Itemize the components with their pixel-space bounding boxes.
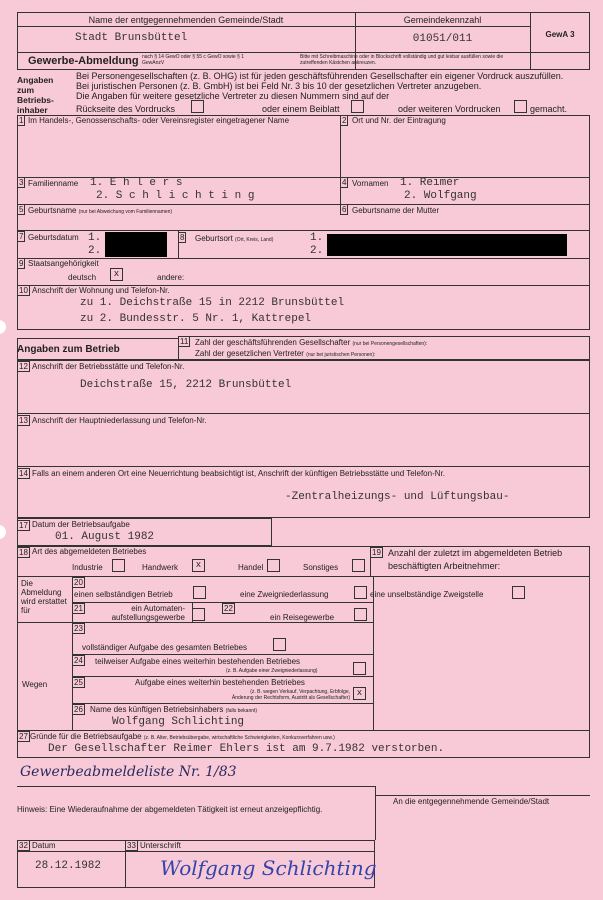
zweigstelle-label: eine unselbständige Zweigstelle bbox=[370, 590, 484, 599]
legal-note: nach § 14 GewO oder § 55 c GewO sowie § 1 GewAnzV bbox=[142, 54, 244, 66]
divider bbox=[17, 52, 590, 53]
zweigniederlassung-label: eine Zweigniederlassung bbox=[240, 590, 329, 599]
divider bbox=[17, 466, 590, 467]
field-5-label-row bbox=[28, 206, 172, 217]
teilweise-checkbox[interactable] bbox=[353, 662, 366, 675]
field-5-label: Geburtsname bbox=[28, 206, 77, 215]
kennzahl-label: Gemeindekennzahl bbox=[403, 15, 482, 25]
intro-line: Die Angaben für weitere gesetzliche Vertreter zu diesen Nummern sind auf der bbox=[76, 91, 390, 101]
field-26-label: Name des künftigen Betriebsinhabers bbox=[90, 705, 224, 714]
field-number: 17 bbox=[19, 521, 28, 530]
kuenftiger-inhaber-value[interactable]: Wolfgang Schlichting bbox=[112, 716, 245, 728]
vornamen-1[interactable]: 1. Reimer bbox=[400, 177, 460, 189]
deutsch-checkbox[interactable]: x bbox=[110, 268, 123, 281]
option-rueckseite-label: Rückseite des Vordrucks bbox=[76, 104, 176, 114]
industrie-checkbox[interactable] bbox=[112, 559, 125, 572]
field-19-label2: beschäftigten Arbeitnehmer: bbox=[388, 561, 501, 571]
signature: Wolfgang Schlichting bbox=[160, 856, 377, 880]
divider bbox=[17, 204, 590, 205]
field-27-label: Gründe für die Betriebsaufgabe bbox=[30, 732, 142, 741]
field-14-label: Falls an einem anderen Ort eine Neuerrichtung beabsichtigt ist, Anschrift der künftigen Betriebsstätte und Telefon-Nr. bbox=[32, 469, 445, 478]
form-title: Gewerbe-Abmeldung bbox=[28, 55, 139, 67]
field-number: 22 bbox=[224, 604, 233, 613]
field-number: 23 bbox=[74, 624, 83, 633]
geburtsort-2-prefix: 2. bbox=[310, 245, 324, 257]
field-19-label: Anzahl der zuletzt im abgemeldeten Betrieb bbox=[388, 548, 563, 558]
an-die-label: An die entgegennehmende Gemeinde/Stadt bbox=[393, 797, 550, 806]
field-27-label-row bbox=[30, 732, 335, 743]
wohnung-1[interactable]: zu 1. Deichstraße 15 in 2212 Brunsbüttel bbox=[80, 297, 345, 309]
aufgabe-checkbox[interactable]: x bbox=[353, 687, 366, 700]
teilweise-note: (z. B. Aufgabe einer Zweigniederlassung) bbox=[226, 668, 318, 674]
divider bbox=[375, 795, 590, 796]
field-26-label-row bbox=[90, 705, 257, 716]
betriebsaufgabe-datum[interactable]: 01. August 1982 bbox=[55, 531, 155, 543]
andere-label: andere: bbox=[157, 273, 185, 282]
field-1-label: Im Handels-, Genossenschafts- oder Vereinsregister eingetragener Name bbox=[28, 116, 290, 125]
field-number: 8 bbox=[180, 233, 185, 242]
field-number: 20 bbox=[74, 578, 83, 587]
field-27-note: (z. B. Alter, Betriebsübergabe, wirtschaftliche Schwierigkeiten, Konkursverfahren usw.) bbox=[143, 735, 335, 741]
field-10-label: Anschrift der Wohnung und Telefon-Nr. bbox=[32, 286, 170, 295]
field-number: 21 bbox=[74, 604, 83, 613]
field-number: 12 bbox=[19, 362, 28, 371]
reisegewerbe-label: ein Reisegewerbe bbox=[270, 613, 335, 622]
field-number: 1 bbox=[19, 116, 24, 125]
divider bbox=[17, 413, 590, 414]
handwerk-checkbox[interactable]: x bbox=[192, 559, 205, 572]
field-number: 7 bbox=[19, 232, 24, 241]
divider bbox=[17, 622, 373, 623]
redaction-block bbox=[327, 234, 567, 256]
field-number: 33 bbox=[127, 841, 136, 850]
vordrucke-checkbox[interactable] bbox=[514, 100, 527, 113]
punch-hole bbox=[0, 320, 6, 334]
kennzahl-value: 01051/011 bbox=[412, 33, 473, 45]
deutsch-label: deutsch bbox=[68, 273, 97, 282]
zweigstelle-checkbox[interactable] bbox=[512, 586, 525, 599]
punch-hole bbox=[0, 525, 6, 539]
vornamen-2[interactable]: 2. Wolfgang bbox=[404, 190, 477, 202]
field-6-label: Geburtsname der Mutter bbox=[352, 206, 440, 215]
field-number: 10 bbox=[19, 286, 28, 295]
field-8-label: Geburtsort bbox=[195, 234, 233, 243]
field-8-label-row bbox=[195, 234, 273, 245]
vollstaendig-label: vollständiger Aufgabe des gesamten Betriebes bbox=[82, 643, 247, 652]
field-number: 18 bbox=[19, 548, 28, 557]
handwerk-label: Handwerk bbox=[142, 563, 179, 572]
field-12-label: Anschrift der Betriebsstätte und Telefon-Nr. bbox=[32, 362, 185, 371]
selbstaendig-label: einen selbständigen Betrieb bbox=[74, 590, 173, 599]
sonstiges-checkbox[interactable] bbox=[352, 559, 365, 572]
field-number: 25 bbox=[74, 678, 83, 687]
field-13-label: Anschrift der Hauptniederlassung und Telefon-Nr. bbox=[32, 416, 207, 425]
selbstaendig-checkbox[interactable] bbox=[193, 586, 206, 599]
divider bbox=[17, 26, 530, 27]
wohnung-2[interactable]: zu 2. Bundesstr. 5 Nr. 1, Kattrepel bbox=[80, 313, 312, 325]
gemeinde-label: Name der entgegennehmenden Gemeinde/Stadt bbox=[88, 15, 284, 25]
automaten-checkbox[interactable] bbox=[192, 608, 205, 621]
handel-checkbox[interactable] bbox=[267, 559, 280, 572]
field-7-label: Geburtsdatum bbox=[28, 233, 79, 242]
field-11-note1: (nur bei Personengesellschaften): bbox=[352, 341, 428, 347]
option-vordrucke-label: oder weiteren Vordrucken bbox=[398, 104, 501, 114]
field-11-row1 bbox=[195, 338, 427, 349]
divider bbox=[72, 654, 373, 655]
field-2-label: Ort und Nr. der Eintragung bbox=[352, 116, 446, 125]
betriebsstaette-value[interactable]: Deichstraße 15, 2212 Brunsbüttel bbox=[80, 379, 292, 391]
zweigniederlassung-checkbox[interactable] bbox=[354, 586, 367, 599]
field-number: 4 bbox=[342, 178, 347, 187]
fill-instructions: Bitte mit Schreibmaschine oder in Blockschrift vollständig und gut lesbar ausfüllen sowie die zutreffenden Kästchen ankreuzen. bbox=[300, 54, 504, 66]
field-8-note: (Ort, Kreis, Land) bbox=[235, 237, 274, 243]
erstattet-label: Die Abmeldung wird erstattet für bbox=[21, 579, 67, 615]
field-number: 26 bbox=[74, 705, 83, 714]
handwritten-list-note: Gewerbeabmeldeliste Nr. 1/83 bbox=[20, 764, 237, 780]
familienname-1[interactable]: 1. E h l e r s bbox=[90, 177, 183, 189]
intro-line: Bei juristischen Personen (z. B. GmbH) ist bei Feld Nr. 3 bis 10 der gesetzlichen Vertreter anzugeben. bbox=[76, 81, 482, 91]
geburtsort-1-prefix: 1. bbox=[310, 232, 324, 244]
divider bbox=[17, 576, 590, 577]
divider bbox=[72, 703, 373, 704]
field-number: 5 bbox=[19, 205, 24, 214]
divider bbox=[17, 230, 590, 231]
rueckseite-checkbox[interactable] bbox=[191, 100, 204, 113]
field-number: 13 bbox=[19, 416, 28, 425]
field-11-label1: Zahl der geschäftsführenden Gesellschafter bbox=[195, 338, 351, 347]
neuerrichtung-value[interactable]: -Zentralheizungs- und Lüftungsbau- bbox=[285, 491, 510, 503]
hinweis-text: Hinweis: Eine Wiederaufnahme der abgemeldeten Tätigkeit ist erneut anzeigepflichtig. bbox=[17, 805, 323, 814]
field-number: 14 bbox=[19, 469, 28, 478]
divider bbox=[72, 676, 373, 677]
intro-line: Bei Personengesellschaften (z. B. OHG) ist für jeden geschäftsführenden Gesellschafter ein eigener Vordruck auszufüllen. bbox=[76, 71, 564, 81]
divider bbox=[17, 851, 375, 852]
aufgabe-label: Aufgabe eines weiterhin bestehenden Betriebes bbox=[135, 678, 305, 687]
geburtsdatum-2-prefix: 2. bbox=[88, 245, 102, 257]
field-26-note: (falls bekannt) bbox=[225, 708, 258, 714]
datum-value[interactable]: 28.12.1982 bbox=[35, 860, 102, 872]
divider bbox=[17, 730, 590, 731]
field-11-label2: Zahl der gesetzlichen Vertreter bbox=[195, 349, 304, 358]
divider bbox=[17, 786, 375, 787]
divider bbox=[373, 576, 374, 730]
field-number: 6 bbox=[342, 205, 347, 214]
field-9-label: Staatsangehörigkeit bbox=[28, 259, 99, 268]
field-number: 3 bbox=[19, 178, 24, 187]
unterschrift-label: Unterschrift bbox=[140, 841, 181, 850]
intro-suffix: gemacht. bbox=[530, 104, 568, 114]
field-3-label: Familienname bbox=[28, 179, 79, 188]
field-18-label: Art des abgemeldeten Betriebes bbox=[32, 547, 147, 556]
wegen-label: Wegen bbox=[22, 680, 48, 689]
teilweise-label: teilweiser Aufgabe eines weiterhin bestehenden Betriebes bbox=[95, 657, 301, 666]
field-17-label: Datum der Betriebsaufgabe bbox=[32, 520, 130, 529]
aufgabe-note bbox=[170, 689, 350, 701]
reisegewerbe-checkbox[interactable] bbox=[354, 608, 367, 621]
form-code: GewA 3 bbox=[545, 30, 575, 39]
automaten-label bbox=[90, 604, 185, 622]
field-number: 2 bbox=[342, 116, 347, 125]
field-11-note2: (nur bei juristischen Personen): bbox=[306, 352, 376, 358]
section-label-inhaber: Angaben zum Betriebs-inhaber bbox=[17, 75, 54, 115]
field-number: 32 bbox=[19, 841, 28, 850]
field-5-note: (nur bei Abweichung vom Familiennamen) bbox=[78, 209, 173, 215]
handel-label: Handel bbox=[238, 563, 264, 572]
familienname-2[interactable]: 2. S c h l i c h t i n g bbox=[96, 190, 255, 202]
divider bbox=[340, 115, 341, 204]
field-number: 9 bbox=[19, 259, 24, 268]
geburtsdatum-1-prefix: 1. bbox=[88, 232, 102, 244]
section-label-betrieb: Angaben zum Betrieb bbox=[17, 344, 120, 355]
vollstaendig-checkbox[interactable] bbox=[273, 638, 286, 651]
abmeldung-section bbox=[17, 546, 590, 758]
gemeinde-value: Stadt Brunsbüttel bbox=[75, 32, 188, 44]
field-number: 19 bbox=[372, 548, 381, 557]
automaten-label1: ein Automaten- bbox=[131, 604, 185, 613]
beiblatt-checkbox[interactable] bbox=[351, 100, 364, 113]
industrie-label: Industrie bbox=[72, 563, 103, 572]
field-number: 11 bbox=[180, 337, 189, 346]
automaten-label2: aufstellungsgewerbe bbox=[111, 613, 185, 622]
sonstiges-label: Sonstiges bbox=[303, 563, 339, 572]
option-beiblatt-label: oder einem Beiblatt bbox=[262, 104, 340, 114]
gruende-value[interactable]: Der Gesellschafter Reimer Ehlers ist am 9.7.1982 verstorben. bbox=[48, 743, 445, 755]
aufgabe-note1: (z. B. wegen Verkauf, Verpachtung, Erbfolge, bbox=[250, 689, 350, 695]
aufgabe-note2: Änderung der Rechtsform, Austritt als Gesellschafter) bbox=[231, 695, 350, 701]
datum-label: Datum bbox=[32, 841, 56, 850]
divider bbox=[530, 12, 531, 70]
divider bbox=[17, 258, 590, 259]
field-4-label: Vornamen bbox=[352, 179, 389, 188]
redaction-block bbox=[105, 232, 167, 257]
field-number: 27 bbox=[19, 732, 28, 741]
field-11-row2 bbox=[195, 349, 375, 360]
field-number: 24 bbox=[74, 656, 83, 665]
